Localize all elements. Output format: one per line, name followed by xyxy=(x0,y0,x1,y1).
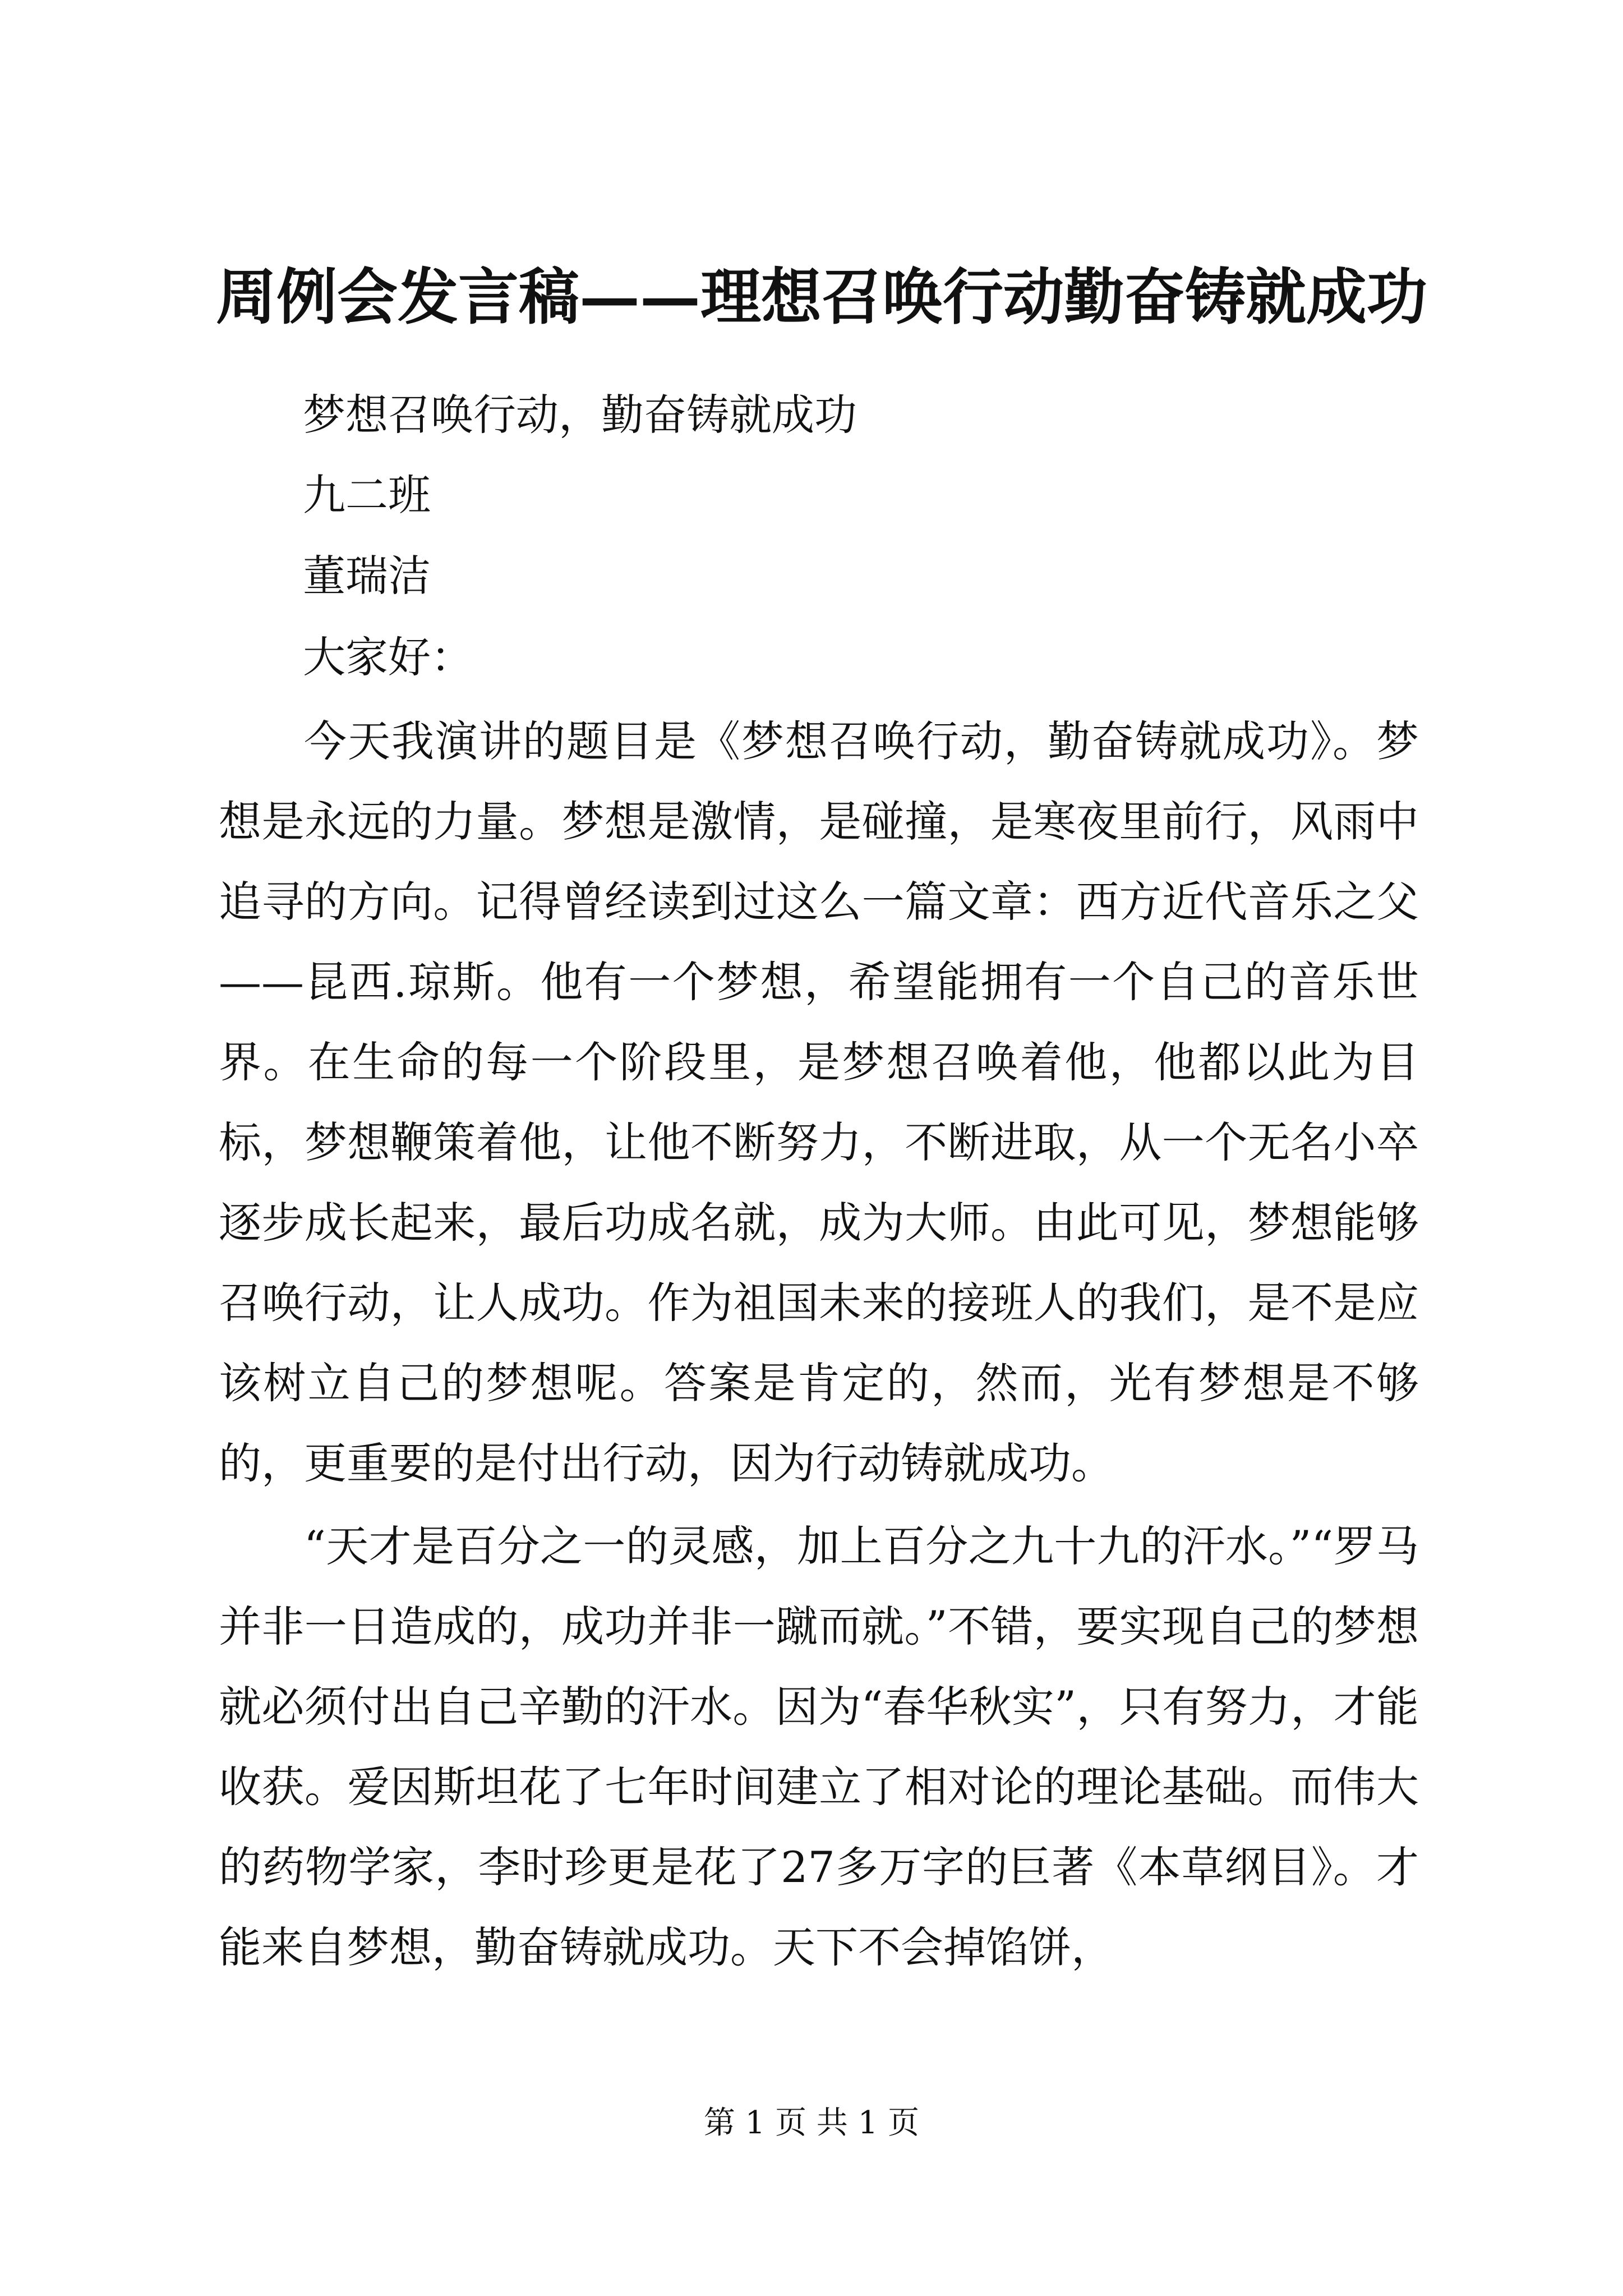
body-paragraph-1: 今天我演讲的题目是《梦想召唤行动，勤奋铸就成功》。梦想是永远的力量。梦想是激情，是碰撞，是寒夜里前行，风雨中追寻的方向。记得曾经读到过这么一篇文章：西方近代音乐之父——昆西.琼斯。他有一个梦想，希望能拥有一个自己的音乐世界。在生命的每一个阶段里，是梦想召唤着他，他都以此为目标，梦想鞭策着他，让他不断努力，不断进取，从一个无名小卒逐步成长起来，最后功成名就，成为大师。由此可见，梦想能够召唤行动，让人成功。作为祖国未来的接班人的我们，是不是应该树立自己的梦想呢。答案是肯定的，然而，光有梦想是不够的，更重要的是付出行动，因为行动铸就成功。 xyxy=(219,716,1419,1488)
class-name: 九二班 xyxy=(303,470,431,520)
document-title: 周例会发言稿——理想召唤行动勤奋铸就成功 xyxy=(216,262,1428,333)
author-name: 董瑞洁 xyxy=(303,551,431,601)
greeting: 大家好： xyxy=(303,632,473,682)
body-paragraph-2: “天才是百分之一的灵感，加上百分之九十九的汗水。”“罗马并非一日造成的，成功并非一蹴而就。”不错，要实现自己的梦想就必须付出自己辛勤的汗水。因为“春华秋实”，只有努力，才能收获。爱因斯坦花了七年时间建立了相对论的理论基础。而伟大的药物学家，李时珍更是花了27多万字的巨著《本草纲目》。才能来自梦想，勤奋铸就成功。天下不会掉馅饼， xyxy=(219,1521,1419,1972)
page-footer: 第 1 页 共 1 页 xyxy=(703,2105,920,2141)
speech-subtitle: 梦想召唤行动，勤奋铸就成功 xyxy=(303,390,857,440)
